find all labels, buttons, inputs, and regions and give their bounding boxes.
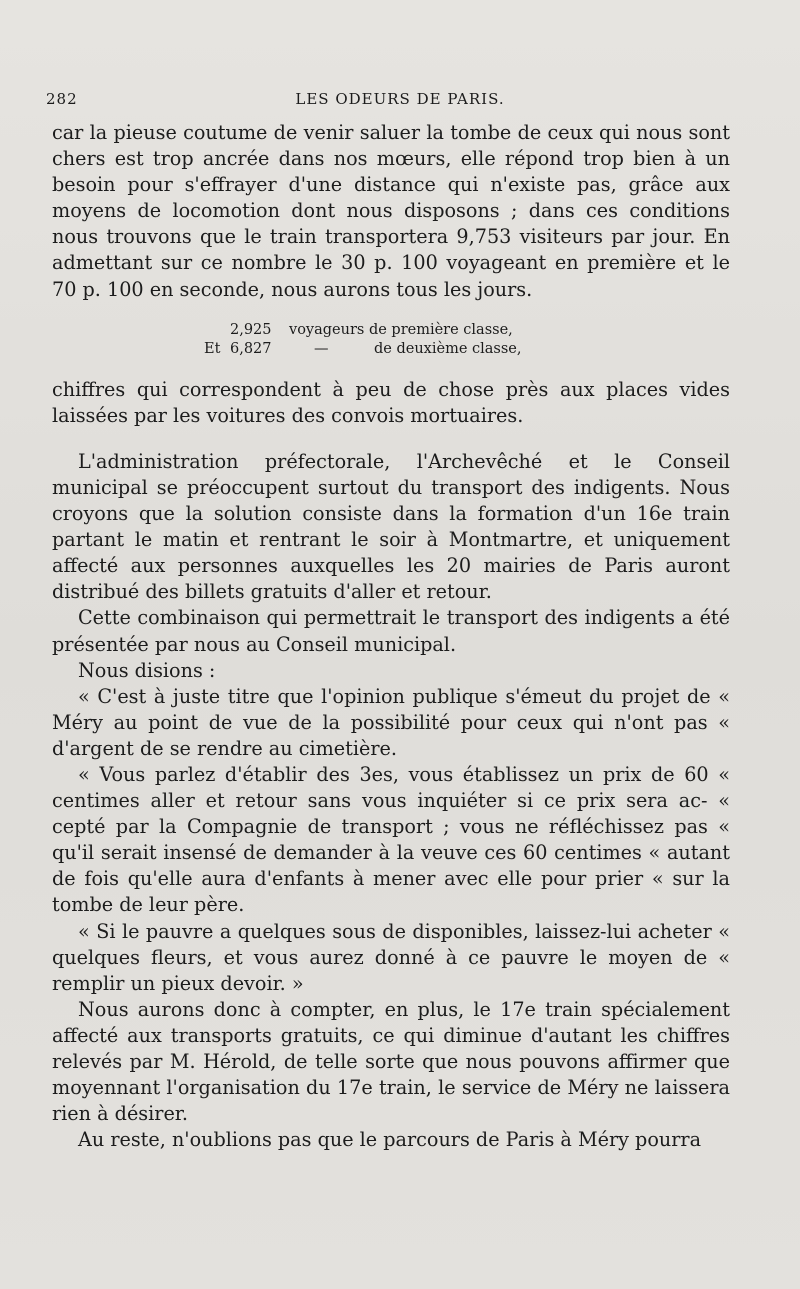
list-row-second-class [52, 340, 730, 359]
list-count: 2,925 [230, 321, 272, 338]
paragraph-continued: car la pieuse coutume de venir saluer la tombe de ceux qui nous sont chers est trop ancrée dans nos mœurs, elle répond trop bien à un besoin pour s'effrayer d'une distance qui n'existe pas, grâce aux moyens de locomotion dont nous disposons ; dans ces conditions nous trouvons que le train transportera 9,753 visiteurs par jour. En admettant sur ce nombre le 30 p. 100 voyageant en première et le 70 p. 100 en seconde, nous aurons tous les jours. [52, 121, 730, 301]
list-count: 6,827 [230, 340, 272, 357]
paragraph: Nous aurons donc à compter, en plus, le 17e train spécialement affecté aux transports gratuits, ce qui diminue d'autant les chiffres relevés par M. Hérold, de telle sorte que nous pouvons affirmer que moyennant l'organisation du 17e train, le service de Méry ne laissera rien à désirer. [52, 997, 730, 1126]
paragraph: Nous disions : [78, 658, 216, 682]
running-title: LES ODEURS DE PARIS. [295, 90, 505, 108]
paragraph-truncated: Au reste, n'oublions pas que le parcours de Paris à Méry pourra [78, 1128, 702, 1152]
quotation-paragraph: « C'est à juste titre que l'opinion publique s'émeut du projet de « Méry au point de vue de la possibilité pour ceux qui n'ont pas « d'argent de se rendre au cimetière. [52, 684, 730, 760]
list-description: de deuxième classe, [374, 340, 522, 357]
running-head [0, 90, 800, 114]
quotation-paragraph: « Si le pauvre a quelques sous de disponibles, laissez-lui acheter « quelques fleurs, et vous aurez donné à ce pauvre le moyen de « remplir un pieux devoir. » [52, 919, 730, 995]
list-description: voyageurs de première classe, [289, 321, 513, 338]
paragraph: chiffres qui correspondent à peu de chose près aux places vides laissées par les voitures des convois mortuaires. [52, 377, 730, 427]
paragraph-gap [52, 429, 730, 449]
page-body [52, 120, 730, 1153]
quotation-paragraph: « Vous parlez d'établir des 3es, vous établissez un prix de 60 « centimes aller et retour sans vous inquiéter si ce prix sera ac- « cepté par la Compagnie de transport ; vous ne réfléchissez pas « qu'il serait insensé de demander à la veuve ces 60 centimes « autant de fois qu'elle aura d'enfants à mener avec elle pour prier « sur la tombe de leur père. [52, 762, 730, 917]
list-row-first-class [52, 321, 730, 340]
paragraph: L'administration préfectorale, l'Archevêché et le Conseil municipal se préoccupent surtout du transport des indigents. Nous croyons que la solution consiste dans la formation d'un 16e train partant le matin et rentrant le soir à Montmartre, et uniquement affecté aux personnes auxquelles les 20 mairies de Paris auront distribué des billets gratuits d'aller et retour. [52, 449, 730, 604]
list-lead: Et [204, 340, 221, 357]
passenger-count-list [52, 321, 730, 359]
list-ditto-dash: — [314, 340, 329, 357]
page-number: 282 [46, 90, 78, 108]
paragraph: Cette combinaison qui permettrait le transport des indigents a été présentée par nous au Conseil municipal. [52, 606, 730, 656]
